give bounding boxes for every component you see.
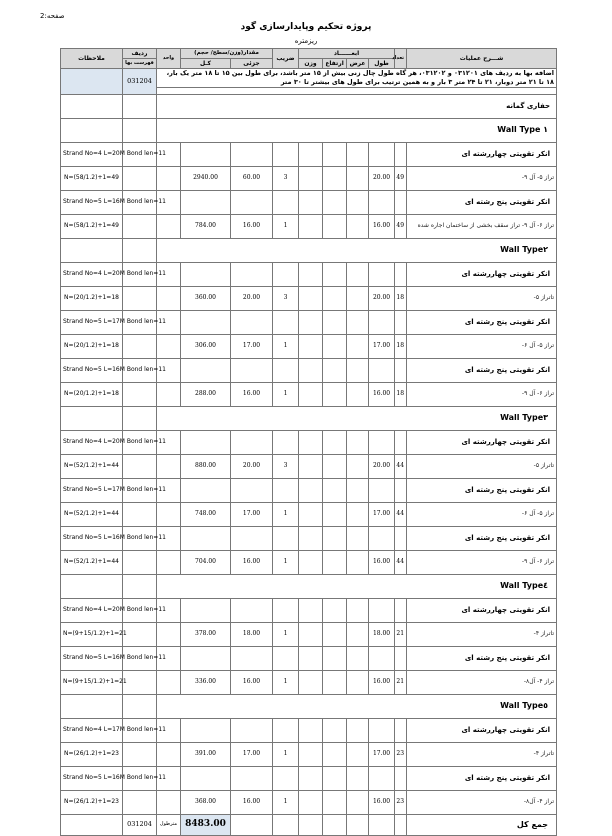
wall-type-label: Wall Type٤ xyxy=(157,574,557,598)
item-total: 336.00 xyxy=(181,670,231,694)
item-multiplier: 1 xyxy=(273,214,299,238)
wall-type-label: Wall Type ۱ xyxy=(157,118,557,142)
item-count: 49 xyxy=(395,166,407,190)
intro-text: اضافه بها به ردیف های ۰۳۱۲۰۱ و ۰۳۱۲۰۲، هر گاه طول چال زنی بیش از ۱۵ متر باشد، برای طول بین ۱۵ تا ۱۸ متر یک بار، ۱۸ تا ۲۱ متر دوبار، ۲۱ تا ۲۴ متر ۳ بار و به همین ترتیب برای طول های بیشتر تا ۳۰ متر xyxy=(157,69,557,88)
item-length: 17.00 xyxy=(369,742,395,766)
item-title-row xyxy=(61,646,557,670)
item-note-strand: Strand No=4 L=20M Bond len=11 xyxy=(61,262,123,286)
item-note-formula: N=(52/1.2)+1=44 xyxy=(61,550,123,574)
item-note-formula: N=(20/1.2)+1=18 xyxy=(61,382,123,406)
item-title-row xyxy=(61,598,557,622)
wall-type-row xyxy=(61,574,557,598)
item-total: 2940.00 xyxy=(181,166,231,190)
item-partial: 16.00 xyxy=(231,790,273,814)
item-length: 16.00 xyxy=(369,790,395,814)
header-multiplier: ضریب xyxy=(273,49,299,69)
item-title-row xyxy=(61,766,557,790)
item-title-row xyxy=(61,190,557,214)
item-title: انکر تقویتی پنج رشته ای xyxy=(407,190,557,214)
header-quantity: مقدار(وزن/سطح/ حجم) xyxy=(181,49,273,59)
header-price-list: فهرست بها xyxy=(123,59,157,69)
item-multiplier: 1 xyxy=(273,742,299,766)
item-value-row xyxy=(61,550,557,574)
item-length: 20.00 xyxy=(369,286,395,310)
item-location: تراز ۴- آل۸- xyxy=(407,790,557,814)
item-title: انکر تقویتی پنج رشته ای xyxy=(407,358,557,382)
item-total: 306.00 xyxy=(181,334,231,358)
header-dimensions: ابعــــــاد xyxy=(299,49,395,59)
item-total: 288.00 xyxy=(181,382,231,406)
wall-type-label: Wall Type۳ xyxy=(157,406,557,430)
item-value-row xyxy=(61,454,557,478)
item-multiplier: 1 xyxy=(273,622,299,646)
page-title: پروژه تحکیم وپایدارسازی گود xyxy=(240,22,372,32)
item-title: انکر تقویتی پنج رشته ای xyxy=(407,310,557,334)
item-title-row xyxy=(61,526,557,550)
item-title-row xyxy=(61,718,557,742)
header-description: شـــرح عملیات xyxy=(407,49,557,69)
header-row-1 xyxy=(61,49,557,59)
item-partial: 16.00 xyxy=(231,550,273,574)
item-note-formula: N=(20/1.2)+1=18 xyxy=(61,334,123,358)
item-location: تاتراز ۴- xyxy=(407,742,557,766)
item-count: 44 xyxy=(395,502,407,526)
item-title: انکر تقویتی چهاررشته ای xyxy=(407,430,557,454)
item-multiplier: 1 xyxy=(273,502,299,526)
item-note-strand: Strand No=5 L=16M Bond len=11 xyxy=(61,190,123,214)
item-total: 360.00 xyxy=(181,286,231,310)
item-length: 20.00 xyxy=(369,454,395,478)
header-row: ردیف xyxy=(123,49,157,59)
item-location: تاتراز ۵- xyxy=(407,454,557,478)
item-note-strand: Strand No=5 L=16M Bond len=11 xyxy=(61,358,123,382)
item-total: 704.00 xyxy=(181,550,231,574)
item-location: تراز ۵- آل ۶- xyxy=(407,502,557,526)
item-title: انکر تقویتی چهاررشته ای xyxy=(407,262,557,286)
item-title: انکر تقویتی پنج رشته ای xyxy=(407,646,557,670)
item-length: 20.00 xyxy=(369,166,395,190)
item-total: 391.00 xyxy=(181,742,231,766)
item-total: 368.00 xyxy=(181,790,231,814)
item-note-strand: Strand No=5 L=17M Bond len=11 xyxy=(61,478,123,502)
item-location: تاتراز ۴- xyxy=(407,622,557,646)
hafari-label: حفاری گمانه xyxy=(157,94,557,118)
item-location: تراز ۶- آل ۹- xyxy=(407,550,557,574)
total-label: جمع کل xyxy=(407,814,557,835)
item-value-row xyxy=(61,622,557,646)
item-value-row xyxy=(61,334,557,358)
item-count: 23 xyxy=(395,742,407,766)
item-title-row xyxy=(61,262,557,286)
item-length: 16.00 xyxy=(369,550,395,574)
intro-code: 031204 xyxy=(123,69,157,95)
item-note-strand: Strand No=4 L=20M Bond len=11 xyxy=(61,142,123,166)
item-note-formula: N=(52/1.2)+1=44 xyxy=(61,502,123,526)
item-note-strand: Strand No=5 L=16M Bond len=11 xyxy=(61,526,123,550)
item-title: انکر تقویتی چهاررشته ای xyxy=(407,598,557,622)
intro-notes xyxy=(61,69,123,95)
intro-row xyxy=(61,69,557,88)
item-note-formula: N=(20/1.2)+1=18 xyxy=(61,286,123,310)
item-multiplier: 3 xyxy=(273,166,299,190)
item-total: 748.00 xyxy=(181,502,231,526)
item-title-row xyxy=(61,478,557,502)
item-partial: 16.00 xyxy=(231,382,273,406)
item-partial: 20.00 xyxy=(231,454,273,478)
item-count: 18 xyxy=(395,286,407,310)
item-note-strand: Strand No=4 L=20M Bond len=11 xyxy=(61,430,123,454)
item-note-formula: N=(58/1.2)+1=49 xyxy=(61,214,123,238)
item-title-row xyxy=(61,358,557,382)
item-count: 44 xyxy=(395,550,407,574)
item-note-strand: Strand No=5 L=16M Bond len=11 xyxy=(61,766,123,790)
item-note-formula: N=(26/1.2)+1=23 xyxy=(61,790,123,814)
item-partial: 18.00 xyxy=(231,622,273,646)
item-count: 44 xyxy=(395,454,407,478)
item-partial: 20.00 xyxy=(231,286,273,310)
item-multiplier: 1 xyxy=(273,670,299,694)
item-length: 18.00 xyxy=(369,622,395,646)
header-total: کـل xyxy=(181,59,231,69)
item-multiplier: 1 xyxy=(273,550,299,574)
item-note-formula: N=(9+15/1.2)+1=21 xyxy=(61,622,123,646)
item-location: تراز ۵- آل ۶- xyxy=(407,334,557,358)
item-value-row xyxy=(61,790,557,814)
item-title: انکر تقویتی پنج رشته ای xyxy=(407,526,557,550)
item-multiplier: 3 xyxy=(273,454,299,478)
item-multiplier: 1 xyxy=(273,382,299,406)
total-row xyxy=(61,814,557,835)
item-location: تراز ۴- آل۸- xyxy=(407,670,557,694)
wall-type-label: Wall Type٥ xyxy=(157,694,557,718)
item-title: انکر تقویتی چهاررشته ای xyxy=(407,718,557,742)
header-height: ارتفاع xyxy=(323,59,347,69)
item-note-strand: Strand No=4 L=20M Bond len=11 xyxy=(61,598,123,622)
item-title-row xyxy=(61,430,557,454)
header-notes: ملاحظات xyxy=(61,49,123,69)
item-value-row xyxy=(61,502,557,526)
item-value-row xyxy=(61,166,557,190)
item-partial: 16.00 xyxy=(231,670,273,694)
item-location: تراز ۵- آل ۹- xyxy=(407,166,557,190)
item-length: 17.00 xyxy=(369,502,395,526)
header-count: تعداد xyxy=(395,49,407,69)
item-partial: 60.00 xyxy=(231,166,273,190)
item-value-row xyxy=(61,286,557,310)
wall-type-label: Wall Type۲ xyxy=(157,238,557,262)
item-length: 16.00 xyxy=(369,670,395,694)
item-note-formula: N=(9+15/1.2)+1=21 xyxy=(61,670,123,694)
item-note-strand: Strand No=5 L=16M Bond len=11 xyxy=(61,646,123,670)
item-value-row xyxy=(61,742,557,766)
page-subtitle: ریزمتره xyxy=(294,37,318,45)
item-multiplier: 1 xyxy=(273,334,299,358)
item-note-strand: Strand No=4 L=17M Bond len=11 xyxy=(61,718,123,742)
total-code: 031204 xyxy=(123,814,157,835)
item-multiplier: 3 xyxy=(273,286,299,310)
item-count: 49 xyxy=(395,214,407,238)
item-note-strand: Strand No=5 L=17M Bond len=11 xyxy=(61,310,123,334)
item-partial: 17.00 xyxy=(231,502,273,526)
header-unit: واحد xyxy=(157,49,181,69)
item-partial: 17.00 xyxy=(231,334,273,358)
total-unit: مترطول xyxy=(157,814,181,835)
item-note-formula: N=(58/1.2)+1=49 xyxy=(61,166,123,190)
item-total: 880.00 xyxy=(181,454,231,478)
item-title: انکر تقویتی پنج رشته ای xyxy=(407,478,557,502)
item-note-formula: N=(26/1.2)+1=23 xyxy=(61,742,123,766)
header-width: عرض xyxy=(347,59,369,69)
item-value-row xyxy=(61,670,557,694)
wall-type-row xyxy=(61,118,557,142)
item-total: 378.00 xyxy=(181,622,231,646)
item-multiplier: 1 xyxy=(273,790,299,814)
header-weight: وزن xyxy=(299,59,323,69)
page-number: صفحه:2 xyxy=(40,12,65,20)
hafari-row xyxy=(61,94,557,118)
item-length: 16.00 xyxy=(369,382,395,406)
item-count: 21 xyxy=(395,622,407,646)
item-title: انکر تقویتی پنج رشته ای xyxy=(407,766,557,790)
item-title-row xyxy=(61,310,557,334)
header-length: طول xyxy=(369,59,395,69)
item-value-row xyxy=(61,214,557,238)
wall-type-row xyxy=(61,238,557,262)
item-count: 23 xyxy=(395,790,407,814)
item-partial: 17.00 xyxy=(231,742,273,766)
header-partial: جزئی xyxy=(231,59,273,69)
item-title: انکر تقویتی چهاررشته ای xyxy=(407,142,557,166)
item-count: 18 xyxy=(395,382,407,406)
total-sum: 8483.00 xyxy=(181,814,231,835)
item-location: تاتراز ۵- xyxy=(407,286,557,310)
item-partial: 16.00 xyxy=(231,214,273,238)
item-count: 18 xyxy=(395,334,407,358)
item-count: 21 xyxy=(395,670,407,694)
item-location: تراز ۶- آل ۹- تراز سقف بخشی از ساختمان اجاره شده xyxy=(407,214,557,238)
item-total: 784.00 xyxy=(181,214,231,238)
item-note-formula: N=(52/1.2)+1=44 xyxy=(61,454,123,478)
item-location: تراز ۶- آل ۹- xyxy=(407,382,557,406)
item-length: 16.00 xyxy=(369,214,395,238)
wall-type-row xyxy=(61,406,557,430)
item-value-row xyxy=(61,382,557,406)
item-length: 17.00 xyxy=(369,334,395,358)
item-title-row xyxy=(61,142,557,166)
wall-type-row xyxy=(61,694,557,718)
quantity-table xyxy=(60,48,557,836)
